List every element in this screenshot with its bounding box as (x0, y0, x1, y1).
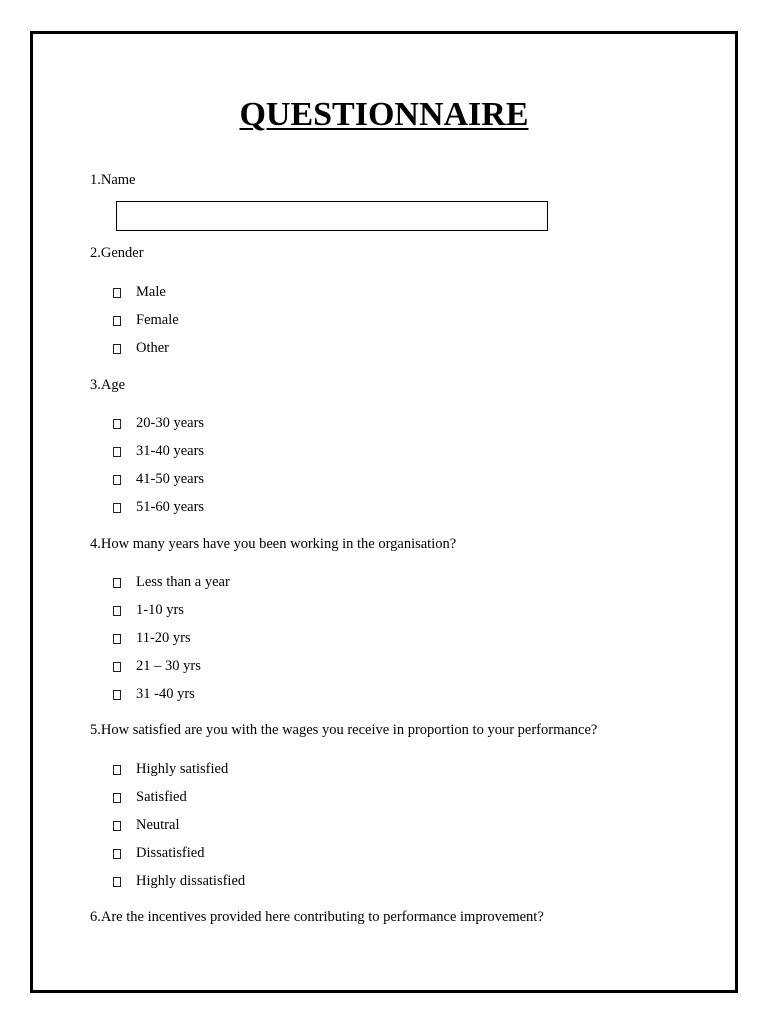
checkbox[interactable] (113, 690, 121, 700)
option-label: 1-10 yrs (136, 602, 184, 618)
checkbox[interactable] (113, 288, 121, 298)
checkbox[interactable] (113, 877, 121, 887)
option-label: Other (136, 340, 170, 356)
option-label: Female (136, 312, 179, 328)
option-label: 31-40 years (136, 443, 205, 459)
option-label: 20-30 years (136, 415, 205, 431)
option-tenure-21-30 (0, 657, 768, 675)
option-age-41-50 (0, 470, 768, 488)
checkbox[interactable] (113, 503, 121, 513)
checkbox[interactable] (113, 475, 121, 485)
question-age-label: 3.Age (90, 377, 126, 393)
option-label: 11-20 yrs (136, 630, 191, 646)
checkbox[interactable] (113, 765, 121, 775)
checkbox[interactable] (113, 662, 121, 672)
checkbox[interactable] (113, 821, 121, 831)
option-label: 51-60 years (136, 499, 205, 515)
checkbox[interactable] (113, 578, 121, 588)
checkbox[interactable] (113, 793, 121, 803)
option-tenure-11-20 (0, 629, 768, 647)
option-label: Dissatisfied (136, 845, 205, 861)
question-incentives-label: 6.Are the incentives provided here contributing to performance improvement? (90, 909, 544, 925)
option-tenure-31-40 (0, 685, 768, 703)
option-label: 31 -40 yrs (136, 686, 195, 702)
checkbox[interactable] (113, 849, 121, 859)
option-satisfied (0, 788, 768, 806)
option-label: Satisfied (136, 789, 187, 805)
option-gender-female (0, 311, 768, 329)
option-label: 21 – 30 yrs (136, 658, 201, 674)
option-gender-male (0, 283, 768, 301)
option-highly-satisfied (0, 760, 768, 778)
option-dissatisfied (0, 844, 768, 862)
option-age-20-30 (0, 414, 768, 432)
option-label: Neutral (136, 817, 180, 833)
option-gender-other (0, 339, 768, 357)
option-highly-dissatisfied (0, 872, 768, 890)
question-tenure-label: 4.How many years have you been working in the organisation? (90, 536, 457, 552)
checkbox[interactable] (113, 344, 121, 354)
name-field[interactable] (116, 201, 548, 231)
option-label: Less than a year (136, 574, 230, 590)
question-name-label: 1.Name (90, 172, 136, 188)
option-tenure-1-10 (0, 601, 768, 619)
option-label: Highly satisfied (136, 761, 229, 777)
checkbox[interactable] (113, 419, 121, 429)
option-age-31-40 (0, 442, 768, 460)
option-label: Male (136, 284, 166, 300)
option-neutral (0, 816, 768, 834)
checkbox[interactable] (113, 606, 121, 616)
option-label: 41-50 years (136, 471, 205, 487)
option-label: Highly dissatisfied (136, 873, 246, 889)
checkbox[interactable] (113, 634, 121, 644)
option-age-51-60 (0, 498, 768, 516)
question-wage-satisfaction-label: 5.How satisfied are you with the wages you receive in proportion to your performance? (90, 722, 598, 738)
option-tenure-less-than-year (0, 573, 768, 591)
checkbox[interactable] (113, 316, 121, 326)
checkbox[interactable] (113, 447, 121, 457)
question-gender-label: 2.Gender (90, 245, 144, 261)
page-title: QUESTIONNAIRE (239, 96, 529, 133)
